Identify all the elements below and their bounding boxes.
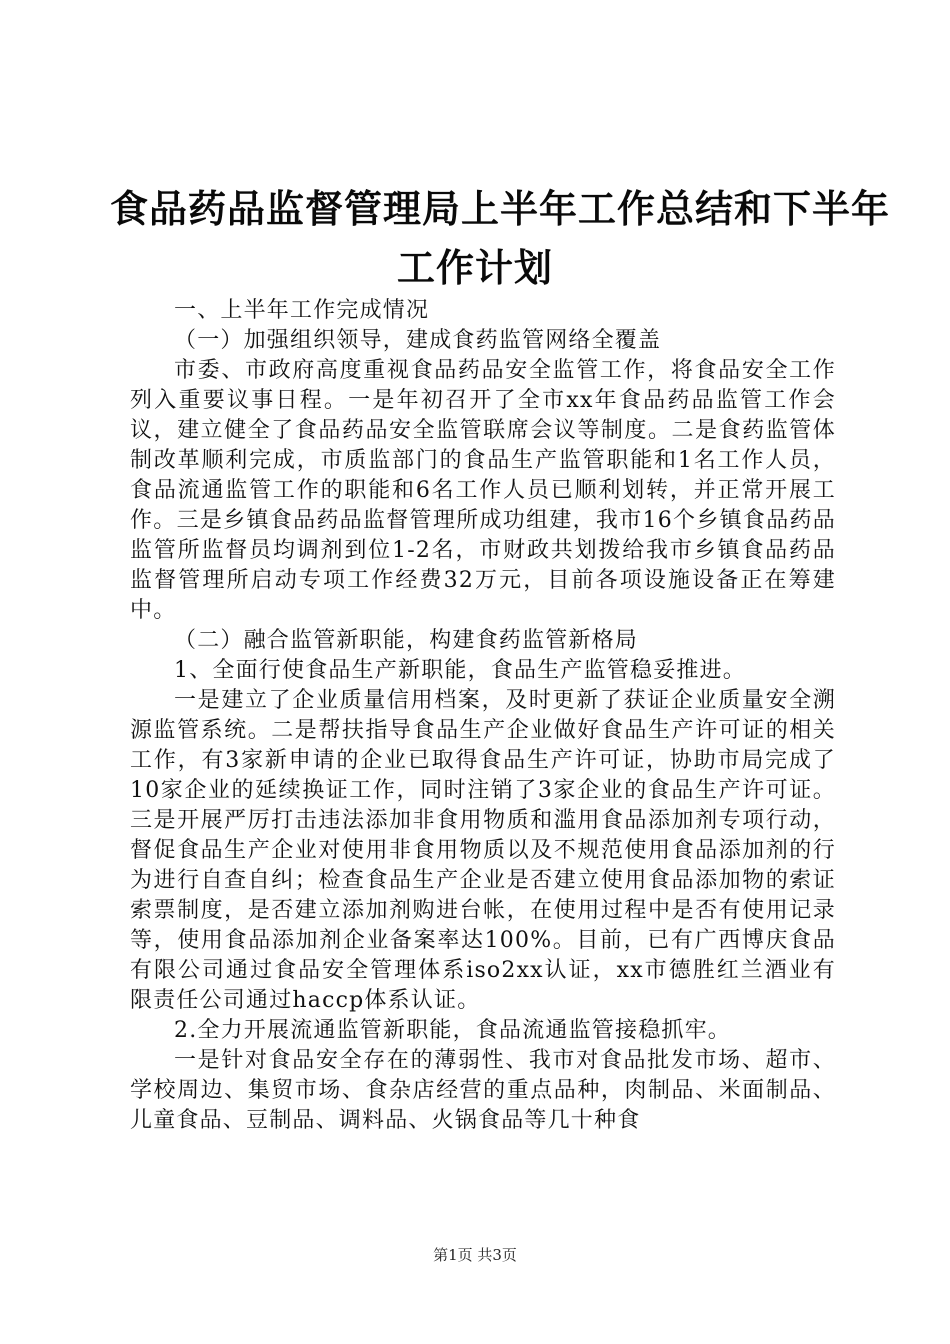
item-heading: 1、全面行使食品生产新职能，食品生产监管稳妥推进。 [174,658,746,683]
body-paragraph: 一是建立了企业质量信用档案，及时更新了获证企业质量安全溯源监管系统。二是帮扶指导食品生产企业做好食品生产许可证的相关工作，有3家新申请的企业已取得食品生产许可证，协助市局完成了10家企业的延续换证工作，同时注销了3家企业的食品生产许可证。三是开展严厉打击违法添加非食用物质和滥用食品添加剂专项行动，督促食品生产企业对使用非食用物质以及不规范使用食品添加剂的行为进行自查自纠；检查食品生产企业是否建立使用食品添加物的索证索票制度，是否建立添加剂购进台帐，在使用过程中是否有使用记录等，使用食品添加剂企业备案率达100%。目前，已有广西博庆食品有限公司通过食品安全管理体系iso2xx认证，xx市德胜红兰酒业有限责任公司通过haccp体系认证。 [130,688,836,1013]
body-paragraph: 一是针对食品安全存在的薄弱性、我市对食品批发市场、超市、学校周边、集贸市场、食杂店经营的重点品种，肉制品、米面制品、儿童食品、豆制品、调料品、火锅食品等几十种食 [130,1048,836,1133]
item-heading: 2.全力开展流通监管新职能，食品流通监管接稳抓牢。 [174,1018,731,1043]
subsection-heading: （一）加强组织领导，建成食药监管网络全覆盖 [174,328,662,353]
subsection-heading: （二）融合监管新职能，构建食药监管新格局 [174,628,639,653]
document-title-line-1: 食品药品监督管理局上半年工作总结和下半年 [110,187,891,231]
page-number-footer: 第1页 共3页 [433,1246,517,1264]
document-title-line-2: 工作计划 [396,246,553,290]
section-heading: 一、上半年工作完成情况 [174,298,430,323]
document-body [130,296,836,1136]
body-paragraph: 市委、市政府高度重视食品药品安全监管工作，将食品安全工作列入重要议事日程。一是年初召开了全市xx年食品药品监管工作会议，建立健全了食品药品安全监管联席会议等制度。二是食药监管体制改革顺利完成，市质监部门的食品生产监管职能和1名工作人员，食品流通监管工作的职能和6名工作人员已顺利划转，并正常开展工作。三是乡镇食品药品监督管理所成功组建，我市16个乡镇食品药品监管所监督员均调剂到位1-2名，市财政共划拨给我市乡镇食品药品监督管理所启动专项工作经费32万元，目前各项设施设备正在筹建中。 [130,358,836,623]
